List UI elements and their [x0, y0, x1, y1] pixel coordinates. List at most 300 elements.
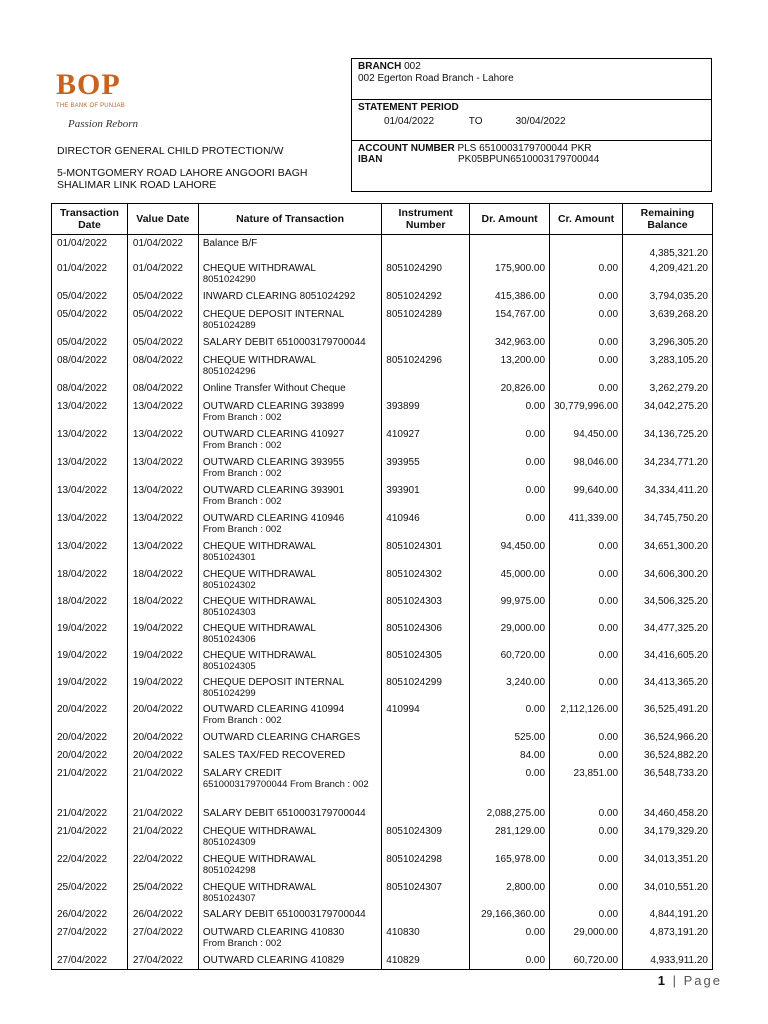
cell-cr-amount-text: 0.00: [598, 649, 619, 661]
cell-dr-amount-text: 0.00: [525, 428, 546, 440]
cell-value-date: [127, 952, 198, 970]
table-row: [52, 306, 713, 334]
cell-value-date: [127, 729, 198, 747]
cell-nature-text: Online Transfer Without Cheque: [202, 382, 346, 394]
cell-instrument-number-text: 8051024298: [386, 853, 442, 865]
cell-remaining-balance: [623, 729, 713, 747]
cell-value-date: [127, 879, 198, 906]
cell-nature: [198, 851, 381, 879]
cell-cr-amount: [550, 729, 623, 747]
cell-instrument-number: [382, 647, 470, 674]
cell-instrument-number: [382, 620, 470, 647]
cell-nature-text: SALARY DEBIT 6510003179700044: [202, 807, 366, 819]
cell-instrument-number: [382, 454, 470, 482]
table-row: [52, 454, 713, 482]
cell-value-date-text: 26/04/2022: [132, 908, 183, 920]
cell-cr-amount: [550, 426, 623, 454]
cell-value-date-text: 19/04/2022: [132, 649, 183, 661]
table-row: [52, 906, 713, 924]
header-instrument-number: Instrument Number: [382, 204, 470, 235]
cell-value-date-text: 18/04/2022: [132, 568, 183, 580]
cell-nature-detail: 8051024301: [202, 552, 256, 563]
cell-cr-amount: [550, 306, 623, 334]
cell-cr-amount-text: 0.00: [598, 853, 619, 865]
cell-transaction-date: [52, 765, 128, 805]
cell-instrument-number-text: 8051024301: [386, 540, 442, 552]
cell-remaining-balance-text: 34,460,458.20: [644, 807, 708, 819]
header-remaining-balance: Remaining Balance: [623, 204, 713, 235]
cell-nature-text: CHEQUE WITHDRAWAL: [202, 540, 316, 552]
cell-value-date-text: 08/04/2022: [132, 382, 183, 394]
cell-value-date-text: 05/04/2022: [132, 290, 183, 302]
transactions-table: [51, 203, 713, 970]
cell-dr-amount-text: 165,978.00: [495, 853, 546, 865]
cell-remaining-balance-text: 34,413,365.20: [644, 676, 708, 688]
cell-dr-amount: [470, 593, 550, 620]
cell-remaining-balance-text: 34,010,551.20: [644, 881, 708, 893]
cell-dr-amount-text: 2,088,275.00: [486, 807, 546, 819]
cell-cr-amount-text: 0.00: [598, 731, 619, 743]
cell-dr-amount-text: 0.00: [525, 954, 546, 966]
cell-transaction-date: [52, 235, 128, 260]
cell-value-date: [127, 747, 198, 765]
cell-remaining-balance: [623, 851, 713, 879]
cell-instrument-number: [382, 729, 470, 747]
cell-cr-amount: [550, 454, 623, 482]
cell-instrument-number-text: 8051024305: [386, 649, 442, 661]
cell-dr-amount-text: 3,240.00: [506, 676, 546, 688]
cell-value-date: [127, 851, 198, 879]
cell-value-date: [127, 482, 198, 510]
cell-nature: [198, 538, 381, 566]
cell-transaction-date: [52, 482, 128, 510]
cell-transaction-date-text: 05/04/2022: [57, 308, 108, 320]
cell-dr-amount: [470, 482, 550, 510]
cell-instrument-number-text: 393899: [386, 400, 420, 412]
cell-transaction-date: [52, 334, 128, 352]
cell-remaining-balance: [623, 620, 713, 647]
cell-nature: [198, 593, 381, 620]
cell-transaction-date: [52, 510, 128, 538]
cell-nature-text: OUTWARD CLEARING 393955: [202, 456, 345, 468]
cell-remaining-balance-text: 4,873,191.20: [649, 926, 708, 938]
period-from: 01/04/2022: [384, 116, 435, 127]
cell-dr-amount-text: 94,450.00: [500, 540, 546, 552]
cell-cr-amount-text: 0.00: [598, 262, 619, 274]
cell-cr-amount: [550, 851, 623, 879]
cell-cr-amount: [550, 288, 623, 306]
cell-nature: [198, 924, 381, 952]
cell-cr-amount: [550, 235, 623, 260]
cell-remaining-balance-text: 34,416,605.20: [644, 649, 708, 661]
cell-nature: [198, 823, 381, 851]
branch-name: 002 Egerton Road Branch - Lahore: [358, 73, 514, 84]
cell-cr-amount-text: 0.00: [598, 881, 619, 893]
cell-remaining-balance-text: 34,013,351.20: [644, 853, 708, 865]
cell-cr-amount-text: 0.00: [598, 676, 619, 688]
cell-cr-amount-text: 0.00: [598, 825, 619, 837]
cell-cr-amount: [550, 538, 623, 566]
cell-remaining-balance-text: 34,334,411.20: [644, 484, 708, 496]
cell-nature-detail: From Branch : 002: [202, 412, 282, 423]
cell-dr-amount: [470, 765, 550, 805]
cell-cr-amount-text: 98,046.00: [573, 456, 619, 468]
cell-cr-amount-text: 0.00: [598, 308, 619, 320]
cell-cr-amount: [550, 747, 623, 765]
cell-dr-amount-text: 0.00: [525, 703, 546, 715]
cell-nature: [198, 747, 381, 765]
cell-value-date-text: 21/04/2022: [132, 767, 183, 779]
cell-value-date-text: 19/04/2022: [132, 622, 183, 634]
cell-transaction-date: [52, 306, 128, 334]
cell-dr-amount: [470, 851, 550, 879]
logo-tagline: Passion Reborn: [68, 118, 138, 130]
cell-nature-text: CHEQUE WITHDRAWAL: [202, 825, 316, 837]
cell-remaining-balance: [623, 593, 713, 620]
cell-cr-amount: [550, 566, 623, 593]
cell-remaining-balance: [623, 260, 713, 288]
table-row: [52, 380, 713, 398]
cell-cr-amount: [550, 701, 623, 729]
cell-nature: [198, 306, 381, 334]
cell-transaction-date-text: 20/04/2022: [57, 703, 108, 715]
iban-label: IBAN: [358, 154, 383, 165]
account-holder-address-line1: 5-MONTGOMERY ROAD LAHORE ANGOORI BAGH: [57, 167, 308, 179]
cell-instrument-number: [382, 566, 470, 593]
cell-nature-detail: From Branch : 002: [202, 938, 282, 949]
cell-cr-amount-text: 2,112,126.00: [560, 703, 619, 715]
cell-remaining-balance-text: 3,283,105.20: [649, 354, 708, 366]
cell-transaction-date-text: 19/04/2022: [57, 622, 108, 634]
cell-value-date-text: 19/04/2022: [132, 676, 183, 688]
cell-cr-amount: [550, 647, 623, 674]
cell-nature-detail: From Branch : 002: [202, 496, 282, 507]
cell-cr-amount-text: 0.00: [598, 382, 619, 394]
cell-remaining-balance: [623, 952, 713, 970]
cell-nature: [198, 952, 381, 970]
table-row: [52, 647, 713, 674]
table-row: [52, 352, 713, 380]
cell-transaction-date: [52, 823, 128, 851]
statement-period-label: STATEMENT PERIOD: [358, 102, 459, 113]
table-row: [52, 398, 713, 426]
cell-value-date-text: 08/04/2022: [132, 354, 183, 366]
cell-value-date: [127, 306, 198, 334]
cell-nature: [198, 454, 381, 482]
cell-instrument-number: [382, 593, 470, 620]
cell-cr-amount: [550, 805, 623, 823]
cell-dr-amount-text: 0.00: [525, 456, 546, 468]
cell-nature-detail: From Branch : 002: [202, 440, 282, 451]
cell-dr-amount: [470, 306, 550, 334]
page-footer: 1 | Page: [657, 973, 722, 988]
cell-remaining-balance-text: 34,606,300.20: [644, 568, 708, 580]
cell-value-date: [127, 647, 198, 674]
header-nature: Nature of Transaction: [198, 204, 381, 235]
cell-nature-text: CHEQUE WITHDRAWAL: [202, 262, 316, 274]
account-holder-address-line2: SHALIMAR LINK ROAD LAHORE: [57, 179, 217, 191]
cell-nature-text: CHEQUE WITHDRAWAL: [202, 649, 316, 661]
cell-dr-amount: [470, 701, 550, 729]
iban-value: PK05BPUN6510003179700044: [458, 154, 600, 165]
cell-remaining-balance: [623, 352, 713, 380]
cell-value-date: [127, 805, 198, 823]
header-value-date: Value Date: [127, 204, 198, 235]
cell-cr-amount: [550, 352, 623, 380]
cell-remaining-balance: [623, 482, 713, 510]
cell-instrument-number-text: 410946: [386, 512, 420, 524]
cell-value-date: [127, 924, 198, 952]
cell-cr-amount-text: 0.00: [598, 749, 619, 761]
table-row: [52, 765, 713, 805]
cell-nature: [198, 260, 381, 288]
cell-nature-text: Balance B/F: [202, 238, 258, 249]
cell-instrument-number-text: 393901: [386, 484, 420, 496]
cell-remaining-balance-text: 34,745,750.20: [644, 512, 708, 524]
cell-remaining-balance-text: 36,524,966.20: [644, 731, 708, 743]
cell-transaction-date-text: 13/04/2022: [57, 400, 108, 412]
cell-nature-text: SALARY CREDIT: [202, 767, 282, 779]
table-row: [52, 879, 713, 906]
cell-value-date: [127, 674, 198, 701]
cell-dr-amount: [470, 398, 550, 426]
cell-cr-amount: [550, 765, 623, 805]
cell-remaining-balance: [623, 805, 713, 823]
cell-transaction-date: [52, 879, 128, 906]
cell-nature-detail: From Branch : 002: [202, 468, 282, 479]
cell-transaction-date-text: 18/04/2022: [57, 595, 108, 607]
cell-remaining-balance: [623, 454, 713, 482]
cell-remaining-balance: [623, 398, 713, 426]
table-row: [52, 482, 713, 510]
cell-value-date-text: 13/04/2022: [132, 456, 183, 468]
cell-nature-detail: 8051024299: [202, 688, 256, 699]
cell-remaining-balance-text: 4,844,191.20: [649, 908, 708, 920]
cell-instrument-number: [382, 538, 470, 566]
cell-value-date-text: 25/04/2022: [132, 881, 183, 893]
cell-nature-text: SALARY DEBIT 6510003179700044: [202, 336, 366, 348]
cell-value-date-text: 21/04/2022: [132, 825, 183, 837]
cell-value-date: [127, 823, 198, 851]
cell-dr-amount: [470, 674, 550, 701]
cell-instrument-number-text: 8051024306: [386, 622, 442, 634]
cell-transaction-date: [52, 538, 128, 566]
cell-dr-amount: [470, 906, 550, 924]
cell-instrument-number: [382, 805, 470, 823]
cell-nature-text: INWARD CLEARING 8051024292: [202, 290, 356, 302]
cell-remaining-balance: [623, 380, 713, 398]
cell-dr-amount-text: 525.00: [514, 731, 546, 743]
cell-instrument-number: [382, 426, 470, 454]
cell-nature-detail: From Branch : 002: [202, 715, 282, 726]
cell-value-date-text: 22/04/2022: [132, 853, 183, 865]
cell-instrument-number: [382, 380, 470, 398]
cell-dr-amount-text: 45,000.00: [500, 568, 546, 580]
cell-instrument-number-text: 410829: [386, 954, 420, 966]
cell-transaction-date: [52, 566, 128, 593]
cell-dr-amount-text: 29,000.00: [500, 622, 546, 634]
account-holder-name: DIRECTOR GENERAL CHILD PROTECTION/W: [57, 145, 284, 157]
cell-value-date: [127, 334, 198, 352]
account-number: PLS 6510003179700044 PKR: [457, 143, 592, 154]
cell-remaining-balance: [623, 288, 713, 306]
cell-dr-amount: [470, 426, 550, 454]
cell-nature-text: CHEQUE WITHDRAWAL: [202, 881, 316, 893]
cell-dr-amount: [470, 334, 550, 352]
cell-transaction-date-text: 13/04/2022: [57, 484, 108, 496]
cell-dr-amount-text: 2,800.00: [506, 881, 546, 893]
table-row: [52, 538, 713, 566]
table-row: [52, 288, 713, 306]
table-row: [52, 952, 713, 970]
cell-transaction-date-text: 01/04/2022: [57, 262, 108, 274]
cell-transaction-date-text: 20/04/2022: [57, 731, 108, 743]
cell-remaining-balance-text: 34,234,771.20: [644, 456, 708, 468]
cell-nature: [198, 334, 381, 352]
cell-cr-amount: [550, 674, 623, 701]
cell-cr-amount-text: 99,640.00: [573, 484, 619, 496]
cell-nature-text: OUTWARD CLEARING 393899: [202, 400, 345, 412]
cell-nature-detail: 8051024298: [202, 865, 256, 876]
cell-cr-amount-text: 0.00: [598, 807, 619, 819]
cell-cr-amount: [550, 593, 623, 620]
cell-nature-detail: From Branch : 002: [202, 524, 282, 535]
cell-dr-amount: [470, 647, 550, 674]
cell-nature-detail: 8051024289: [202, 320, 256, 331]
cell-nature-text: CHEQUE WITHDRAWAL: [202, 622, 316, 634]
cell-value-date-text: 13/04/2022: [132, 400, 183, 412]
cell-nature: [198, 566, 381, 593]
cell-value-date-text: 01/04/2022: [132, 238, 183, 249]
cell-cr-amount-text: 0.00: [598, 540, 619, 552]
cell-dr-amount: [470, 454, 550, 482]
cell-instrument-number: [382, 765, 470, 805]
cell-value-date-text: 13/04/2022: [132, 428, 183, 440]
cell-instrument-number-text: 8051024302: [386, 568, 442, 580]
cell-nature-text: SALARY DEBIT 6510003179700044: [202, 908, 366, 920]
cell-instrument-number-text: 8051024292: [386, 290, 442, 302]
cell-instrument-number-text: 8051024309: [386, 825, 442, 837]
cell-instrument-number: [382, 851, 470, 879]
cell-transaction-date-text: 05/04/2022: [57, 290, 108, 302]
cell-dr-amount: [470, 729, 550, 747]
table-row: [52, 701, 713, 729]
cell-dr-amount: [470, 510, 550, 538]
period-to-label: TO: [468, 116, 483, 127]
cell-value-date-text: 27/04/2022: [132, 954, 183, 966]
cell-remaining-balance: [623, 701, 713, 729]
cell-instrument-number: [382, 747, 470, 765]
table-row: [52, 426, 713, 454]
table-header-row: [52, 204, 713, 235]
cell-value-date: [127, 454, 198, 482]
cell-transaction-date: [52, 380, 128, 398]
cell-instrument-number: [382, 701, 470, 729]
cell-dr-amount-text: 99,975.00: [500, 595, 546, 607]
cell-instrument-number: [382, 674, 470, 701]
cell-transaction-date: [52, 952, 128, 970]
cell-cr-amount: [550, 879, 623, 906]
table-row: [52, 510, 713, 538]
cell-instrument-number-text: 8051024296: [386, 354, 442, 366]
cell-dr-amount-text: 29,166,360.00: [481, 908, 546, 920]
branch-box: [351, 58, 712, 100]
cell-cr-amount-text: 0.00: [598, 622, 619, 634]
cell-dr-amount: [470, 823, 550, 851]
cell-transaction-date: [52, 805, 128, 823]
cell-value-date-text: 05/04/2022: [132, 308, 183, 320]
cell-cr-amount: [550, 924, 623, 952]
cell-transaction-date-text: 21/04/2022: [57, 807, 108, 819]
cell-instrument-number: [382, 952, 470, 970]
cell-value-date: [127, 906, 198, 924]
cell-nature: [198, 380, 381, 398]
cell-instrument-number-text: 410927: [386, 428, 420, 440]
cell-dr-amount: [470, 747, 550, 765]
table-row: [52, 620, 713, 647]
cell-remaining-balance: [623, 566, 713, 593]
cell-remaining-balance-text: 4,385,321.20: [649, 248, 708, 259]
cell-value-date: [127, 426, 198, 454]
cell-cr-amount: [550, 620, 623, 647]
period-to: 30/04/2022: [515, 116, 566, 127]
cell-remaining-balance-text: 4,933,911.20: [650, 954, 708, 966]
cell-instrument-number-text: 8051024307: [386, 881, 442, 893]
cell-value-date-text: 20/04/2022: [132, 703, 183, 715]
cell-cr-amount: [550, 334, 623, 352]
cell-dr-amount-text: 0.00: [525, 767, 546, 779]
cell-instrument-number: [382, 398, 470, 426]
cell-remaining-balance-text: 4,209,421.20: [649, 262, 708, 274]
cell-dr-amount-text: 154,767.00: [495, 308, 546, 320]
table-row: [52, 566, 713, 593]
cell-remaining-balance: [623, 906, 713, 924]
cell-dr-amount-text: 0.00: [525, 512, 546, 524]
cell-transaction-date: [52, 398, 128, 426]
cell-transaction-date-text: 18/04/2022: [57, 568, 108, 580]
branch-code: 002: [404, 61, 421, 72]
cell-instrument-number-text: 8051024289: [386, 308, 442, 320]
cell-value-date: [127, 288, 198, 306]
cell-nature-text: OUTWARD CLEARING 410994: [202, 703, 345, 715]
cell-nature: [198, 620, 381, 647]
cell-remaining-balance: [623, 647, 713, 674]
table-row: [52, 805, 713, 823]
cell-instrument-number: [382, 906, 470, 924]
cell-transaction-date-text: 25/04/2022: [57, 881, 108, 893]
cell-cr-amount-text: 0.00: [598, 908, 619, 920]
cell-nature-text: OUTWARD CLEARING 410829: [202, 954, 345, 966]
cell-transaction-date-text: 19/04/2022: [57, 649, 108, 661]
cell-cr-amount: [550, 906, 623, 924]
cell-remaining-balance-text: 34,042,275.20: [644, 400, 708, 412]
cell-nature: [198, 398, 381, 426]
cell-transaction-date: [52, 701, 128, 729]
cell-instrument-number: [382, 879, 470, 906]
cell-instrument-number: [382, 334, 470, 352]
cell-value-date-text: 20/04/2022: [132, 749, 183, 761]
table-row: [52, 674, 713, 701]
cell-value-date-text: 20/04/2022: [132, 731, 183, 743]
cell-transaction-date-text: 21/04/2022: [57, 825, 108, 837]
cell-nature-detail: 8051024309: [202, 837, 256, 848]
cell-instrument-number: [382, 482, 470, 510]
cell-nature-text: OUTWARD CLEARING 410830: [202, 926, 345, 938]
cell-nature-text: CHEQUE WITHDRAWAL: [202, 853, 316, 865]
cell-transaction-date-text: 13/04/2022: [57, 540, 108, 552]
cell-value-date: [127, 380, 198, 398]
table-row: [52, 729, 713, 747]
